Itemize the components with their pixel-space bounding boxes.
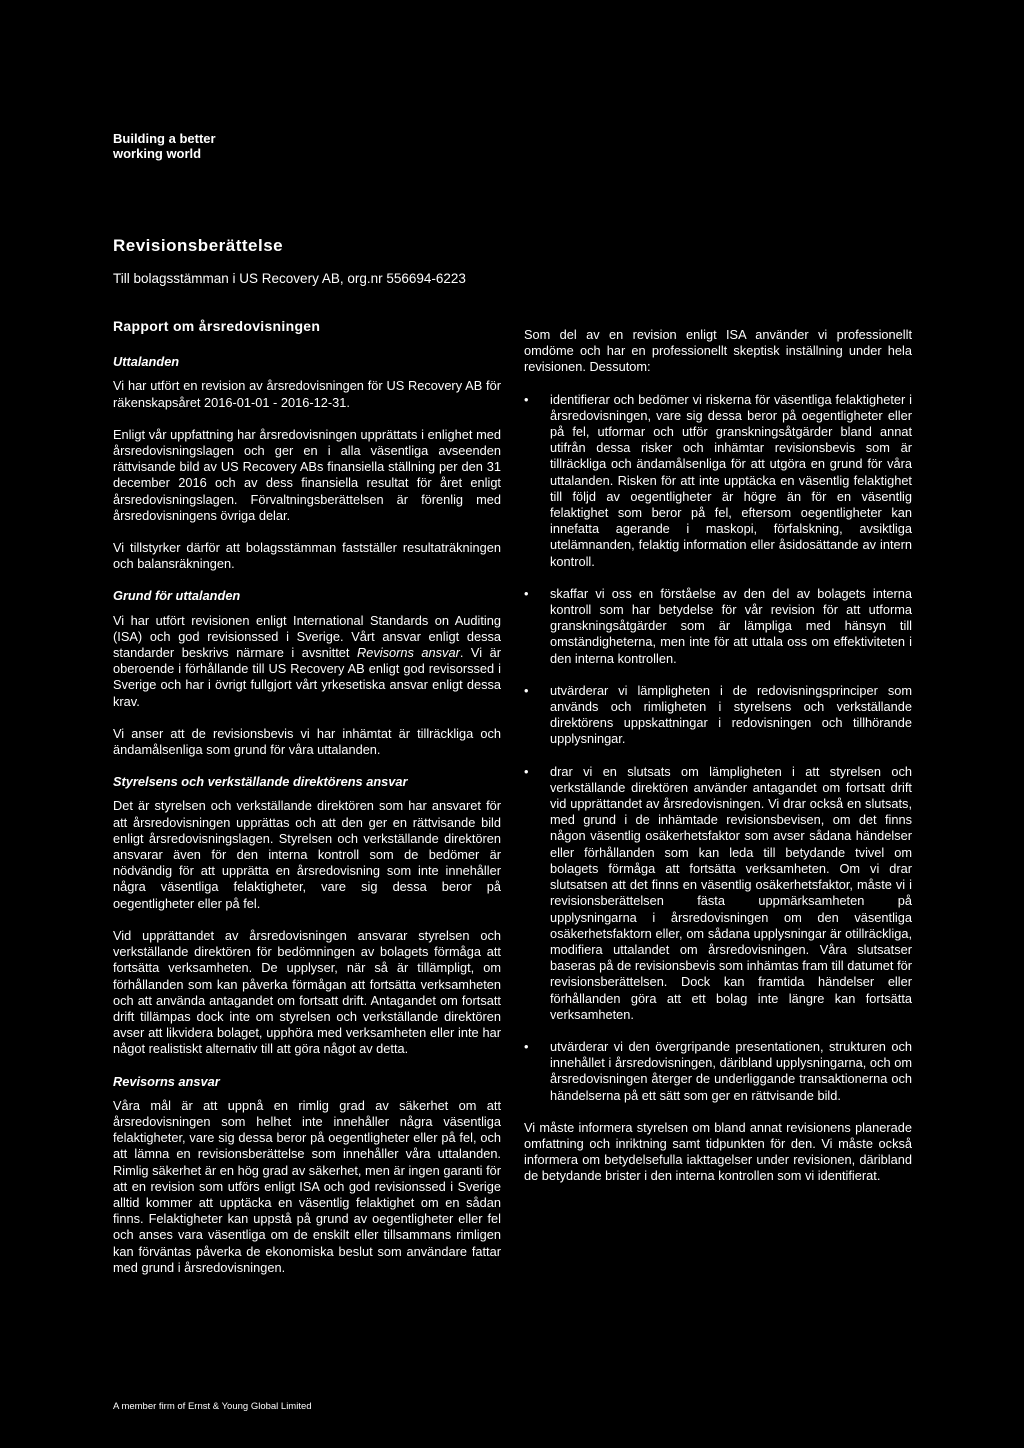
heading-uttalanden: Uttalanden bbox=[113, 354, 180, 370]
list-item-text: identifierar och bedömer vi riskerna för väsentliga felaktigheter i årsredovisningen, vare sig dessa beror på oegentligheter eller på fel, utformar och utför granskningsåtgärder bland annat utifrån dessa risker och inhämtar revisionsbevis som är tillräckliga och ändamålsenliga för att utgöra en grund för våra uttalanden. Risken för att inte upptäcka en väsentlig felaktighet till följd av oegentligheter är högre än för en väsentlig felaktighet som beror på fel, eftersom oegentligheter kan innefatta agerande i maskopi, förfalskning, avsiktliga utelämnanden, felaktig information eller åsidosättande av intern kontroll. bbox=[550, 391, 912, 569]
list-item-text: drar vi en slutsats om lämpligheten i att styrelsen och verkställande direktören använder antagandet om fortsatt drift vid upprättandet av årsredovisningen. Vi drar också en slutsats, med grund i de inhämtade revisionsbevisen, om det finns någon väsentlig osäkerhetsfaktor som avser sådana händelser eller förhållanden som kan leda till betydande tvivel om bolagets förmåga att fortsätta verksamheten. Om vi drar slutsatsen att det finns en väsentlig osäkerhetsfaktor, måste vi i revisionsberättelsen fästa uppmärksamheten på upplysningarna i årsredovisningen om den väsentliga osäkerhetsfaktorn eller, om sådana upplysningar är otillräckliga, modifiera uttalandet om årsredovisningen. Våra slutsatser baseras på de revisionsbevis som inhämtas fram till datumet för revisionsberättelsen. Dock kan framtida händelser eller förhållanden göra att ett bolag inte längre kan fortsätta verksamheten. bbox=[550, 763, 912, 1022]
page-subtitle: Till bolagsstämman i US Recovery AB, org.nr 556694-6223 bbox=[113, 271, 466, 286]
right-column bbox=[524, 327, 912, 1201]
paragraph-5: Vi anser att de revisionsbevis vi har inhämtat är tillräckliga och ändamålsenliga som grund för våra uttalanden. bbox=[113, 725, 501, 758]
list-item bbox=[524, 764, 912, 1023]
list-item bbox=[524, 392, 912, 570]
bullet-list bbox=[524, 392, 912, 1104]
list-item bbox=[524, 1039, 912, 1104]
heading-revisorns-ansvar: Revisorns ansvar bbox=[113, 1073, 220, 1089]
bullet-icon: • bbox=[524, 763, 529, 779]
paragraph-4 bbox=[113, 613, 501, 710]
paragraph-3: Vi tillstyrker därför att bolagsstämman fastställer resultaträkningen och balansräkningen. bbox=[113, 540, 501, 572]
list-item-text: skaffar vi oss en förståelse av den del av bolagets interna kontroll som har betydelse för vår revision för att utforma granskningsåtgärder som är lämpliga med hänsyn till omständigheterna, men inte för att uttala oss om effektiviteten i den interna kontrollen. bbox=[550, 585, 912, 666]
paragraph-4-part-b: . Vi är oberoende i förhållande till US Recovery AB enligt god revisorssed i Sverige och har i övrigt fullgjort vårt yrkesetiska ansvar enligt dessa krav. bbox=[113, 645, 501, 709]
paragraph-2: Enligt vår uppfattning har årsredovisningen upprättats i enlighet med årsredovisningslagen och ger en i alla väsentliga avseenden rättvisande bild av US Recovery ABs finansiella ställning per den 31 december 2016 och av dess finansiella resultat för året enligt årsredovisningslagen. Förvaltningsberättelsen är förenlig med årsredovisningens övriga delar. bbox=[113, 426, 501, 523]
page-title: Revisionsberättelse bbox=[113, 236, 284, 255]
heading-styrelsens-ansvar: Styrelsens och verkställande direktörens ansvar bbox=[113, 774, 408, 790]
outro-paragraph: Vi måste informera styrelsen om bland annat revisionens planerade omfattning och inriktning samt tidpunkten för den. Vi måste också informera om betydelsefulla iakttagelser under revisionen, däribland de betydande brister i den interna kontrollen som vi identifierat. bbox=[524, 1119, 912, 1184]
paragraph-7: Vid upprättandet av årsredovisningen ansvarar styrelsen och verkställande direktören för bedömningen av bolagets förmåga att fortsätta verksamheten. De upplyser, när så är tillämpligt, om förhållanden som kan påverka förmågan att fortsätta verksamheten och att använda antagandet om fortsatt drift. Antagandet om fortsatt drift tillämpas dock inte om styrelsen och verkställande direktören avser att likvidera bolaget, upphöra med verksamheten eller inte har något realistiskt alternativ till att göra något av detta. bbox=[113, 927, 501, 1057]
section-heading: Rapport om årsredovisningen bbox=[113, 318, 321, 334]
logo-line-1: Building a better bbox=[113, 131, 216, 146]
heading-grund: Grund för uttalanden bbox=[113, 588, 241, 604]
paragraph-6: Det är styrelsen och verkställande direktören som har ansvaret för att årsredovisningen upprättas och att den ger en rättvisande bild enligt årsredovisningslagen. Styrelsen och verkställande direktören ansvarar även för den interna kontroll som de bedömer är nödvändig för att upprätta en årsredovisning som inte innehåller några väsentliga felaktigheter, vare sig dessa beror på oegentligheter eller på fel. bbox=[113, 798, 501, 911]
paragraph-1: Vi har utfört en revision av årsredovisningen för US Recovery AB för räkenskapsåret 2016-01-01 - 2016-12-31. bbox=[113, 378, 501, 410]
logo-line-2: working world bbox=[113, 146, 202, 161]
bullet-icon: • bbox=[524, 585, 529, 601]
company-logo bbox=[113, 131, 216, 161]
list-item-text: utvärderar vi den övergripande presentationen, strukturen och innehållet i årsredovisningen, däribland upplysningarna, och om årsredovisningen återger de underliggande transaktionerna och händelserna på ett sätt som ger en rättvisande bild. bbox=[550, 1038, 912, 1103]
list-item bbox=[524, 683, 912, 748]
paragraph-4-italic: Revisorns ansvar bbox=[356, 645, 460, 661]
paragraph-4-part-a: Vi har utfört revisionen enligt International Standards on Auditing (ISA) och god revisionssed i Sverige. Vårt ansvar enligt dessa standarder beskrivs närmare i avsnittet bbox=[113, 612, 501, 661]
intro-paragraph: Som del av en revision enligt ISA använder vi professionellt omdöme och har en professionellt skeptisk inställning under hela revisionen. Dessutom: bbox=[524, 327, 912, 375]
paragraph-8: Våra mål är att uppnå en rimlig grad av säkerhet om att årsredovisningen som helhet inte innehåller några väsentliga felaktigheter, vare sig dessa beror på oegentligheter eller på fel, och att lämna en revisionsberättelse som innehåller våra uttalanden. Rimlig säkerhet är en hög grad av säkerhet, men är ingen garanti för att en revision som utförs enligt ISA och god revisionssed i Sverige alltid kommer att upptäcka en väsentlig felaktighet om en sådan finns. Felaktigheter kan uppstå på grund av oegentligheter eller fel och anses vara väsentliga om de enskilt eller tillsammans rimligen kan förväntas påverka de ekonomiska beslut som användare fattar med grund i årsredovisningen. bbox=[113, 1097, 501, 1275]
list-item-text: utvärderar vi lämpligheten i de redovisningsprinciper som används och rimligheten i styrelsens och verkställande direktörens uppskattningar i redovisningen och tillhörande upplysningar. bbox=[550, 682, 912, 747]
bullet-icon: • bbox=[524, 682, 529, 698]
left-column bbox=[113, 318, 501, 1292]
bullet-icon: • bbox=[524, 391, 529, 407]
footer-note: A member firm of Ernst & Young Global Limited bbox=[113, 1401, 312, 1412]
bullet-icon: • bbox=[524, 1038, 529, 1054]
list-item bbox=[524, 586, 912, 667]
